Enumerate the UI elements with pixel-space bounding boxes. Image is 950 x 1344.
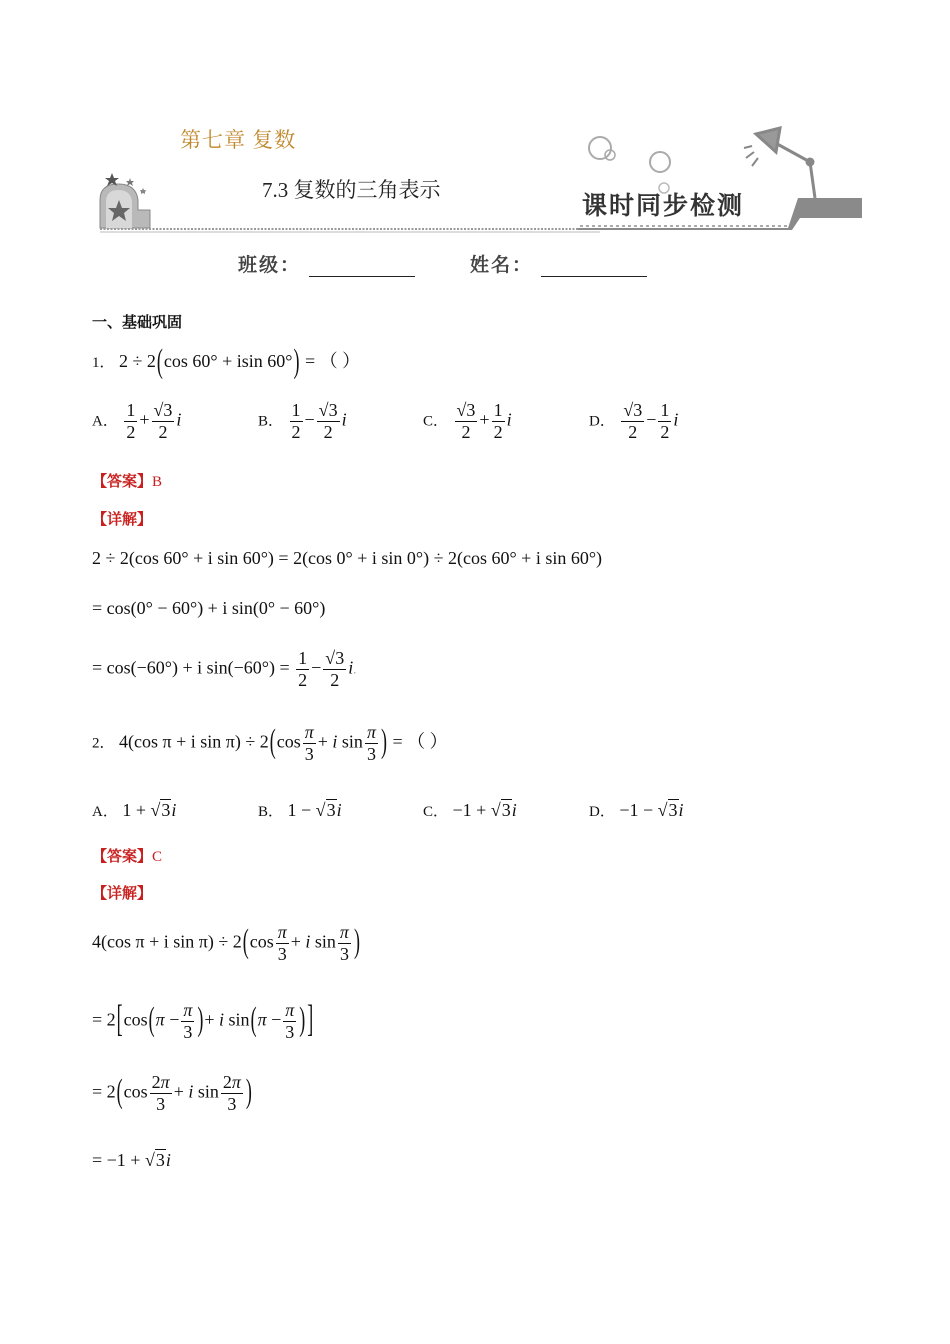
q2-stem: 2． 4(cos π + i sin π) ÷ 2(cos $\frac{\pi}{3}$ + i sin $\frac{\pi}{3}$ ) = （ ） xyxy=(92,721,448,764)
q1-number: 1． xyxy=(92,355,115,371)
q1-step-1: 2 ÷ 2(cos 60° + i sin 60°) = 2(cos 0° + i sin 0°) ÷ 2(cos 60° + i sin 60°) xyxy=(92,548,603,568)
q1-stem: 1． 2 ÷ 2(cos 60° + isin 60°) = （ ） xyxy=(92,341,361,380)
chapter-title: 第七章 复数 xyxy=(180,128,297,152)
q2-number: 2． xyxy=(92,735,115,752)
q2-detail-label: 【详解】 xyxy=(92,884,153,902)
name-label: 姓名： xyxy=(470,255,534,276)
q2-answer: 【答案】C xyxy=(92,847,163,865)
q1-option-b[interactable]: B． $\frac{1}{2}$ − $\frac{√3}{2}$ i xyxy=(258,400,347,442)
q2-option-c[interactable]: C． −1 + √3i xyxy=(423,800,517,820)
banner-title: 课时同步检测 xyxy=(582,191,745,220)
q2-option-a[interactable]: A． 1 + √3i xyxy=(92,800,177,820)
q1-option-c[interactable]: C． $\frac{√3}{2}$ + $\frac{1}{2}$ i xyxy=(423,400,512,442)
q1-answer: 【答案】B xyxy=(92,472,163,490)
q1-detail-label: 【详解】 xyxy=(92,510,153,528)
q2-option-d[interactable]: D． −1 − √3i xyxy=(589,800,684,820)
name-field xyxy=(470,250,647,277)
class-label: 班级： xyxy=(238,255,302,276)
header-banner-graphic xyxy=(0,0,950,260)
section-title: 7.3 复数的三角表示 xyxy=(262,178,441,202)
q2-step-3: = 2(cos $\frac{2\pi}{3}$ + i sin $\frac{2\pi}{3}$ ) xyxy=(92,1071,252,1114)
name-blank[interactable] xyxy=(541,258,647,277)
section-heading: 一、基础巩固 xyxy=(92,313,183,331)
q2-step-1: 4(cos π + i sin π) ÷ 2(cos $\frac{\pi}{3}$ + i sin $\frac{\pi}{3}$ ) xyxy=(92,921,360,964)
q1-option-a[interactable]: A． $\frac{1}{2}$ + $\frac{√3}{2}$ i xyxy=(92,400,182,442)
star-badge-icon xyxy=(100,173,150,228)
desk-lamp-icon xyxy=(744,128,815,198)
q1-option-d[interactable]: D． $\frac{√3}{2}$ − $\frac{1}{2}$ i xyxy=(589,400,679,442)
q2-step-2: = 2[cos(π − $\frac{\pi}{3}$ )+ i sin(π − $\frac{\pi}{3}$ ) ] xyxy=(92,997,314,1042)
bubble-icon xyxy=(589,137,611,159)
class-field xyxy=(238,250,415,277)
q2-option-b[interactable]: B． 1 − √3i xyxy=(258,800,342,820)
q1-step-2: = cos(0° − 60°) + i sin(0° − 60°) xyxy=(92,598,326,618)
q1-step-3: = cos(−60°) + i sin(−60°) = $\frac{1}{2}$ − $\frac{√3}{2}$ i. xyxy=(92,648,357,690)
q2-step-4: = −1 + √3i xyxy=(92,1150,171,1170)
class-blank[interactable] xyxy=(309,258,415,277)
